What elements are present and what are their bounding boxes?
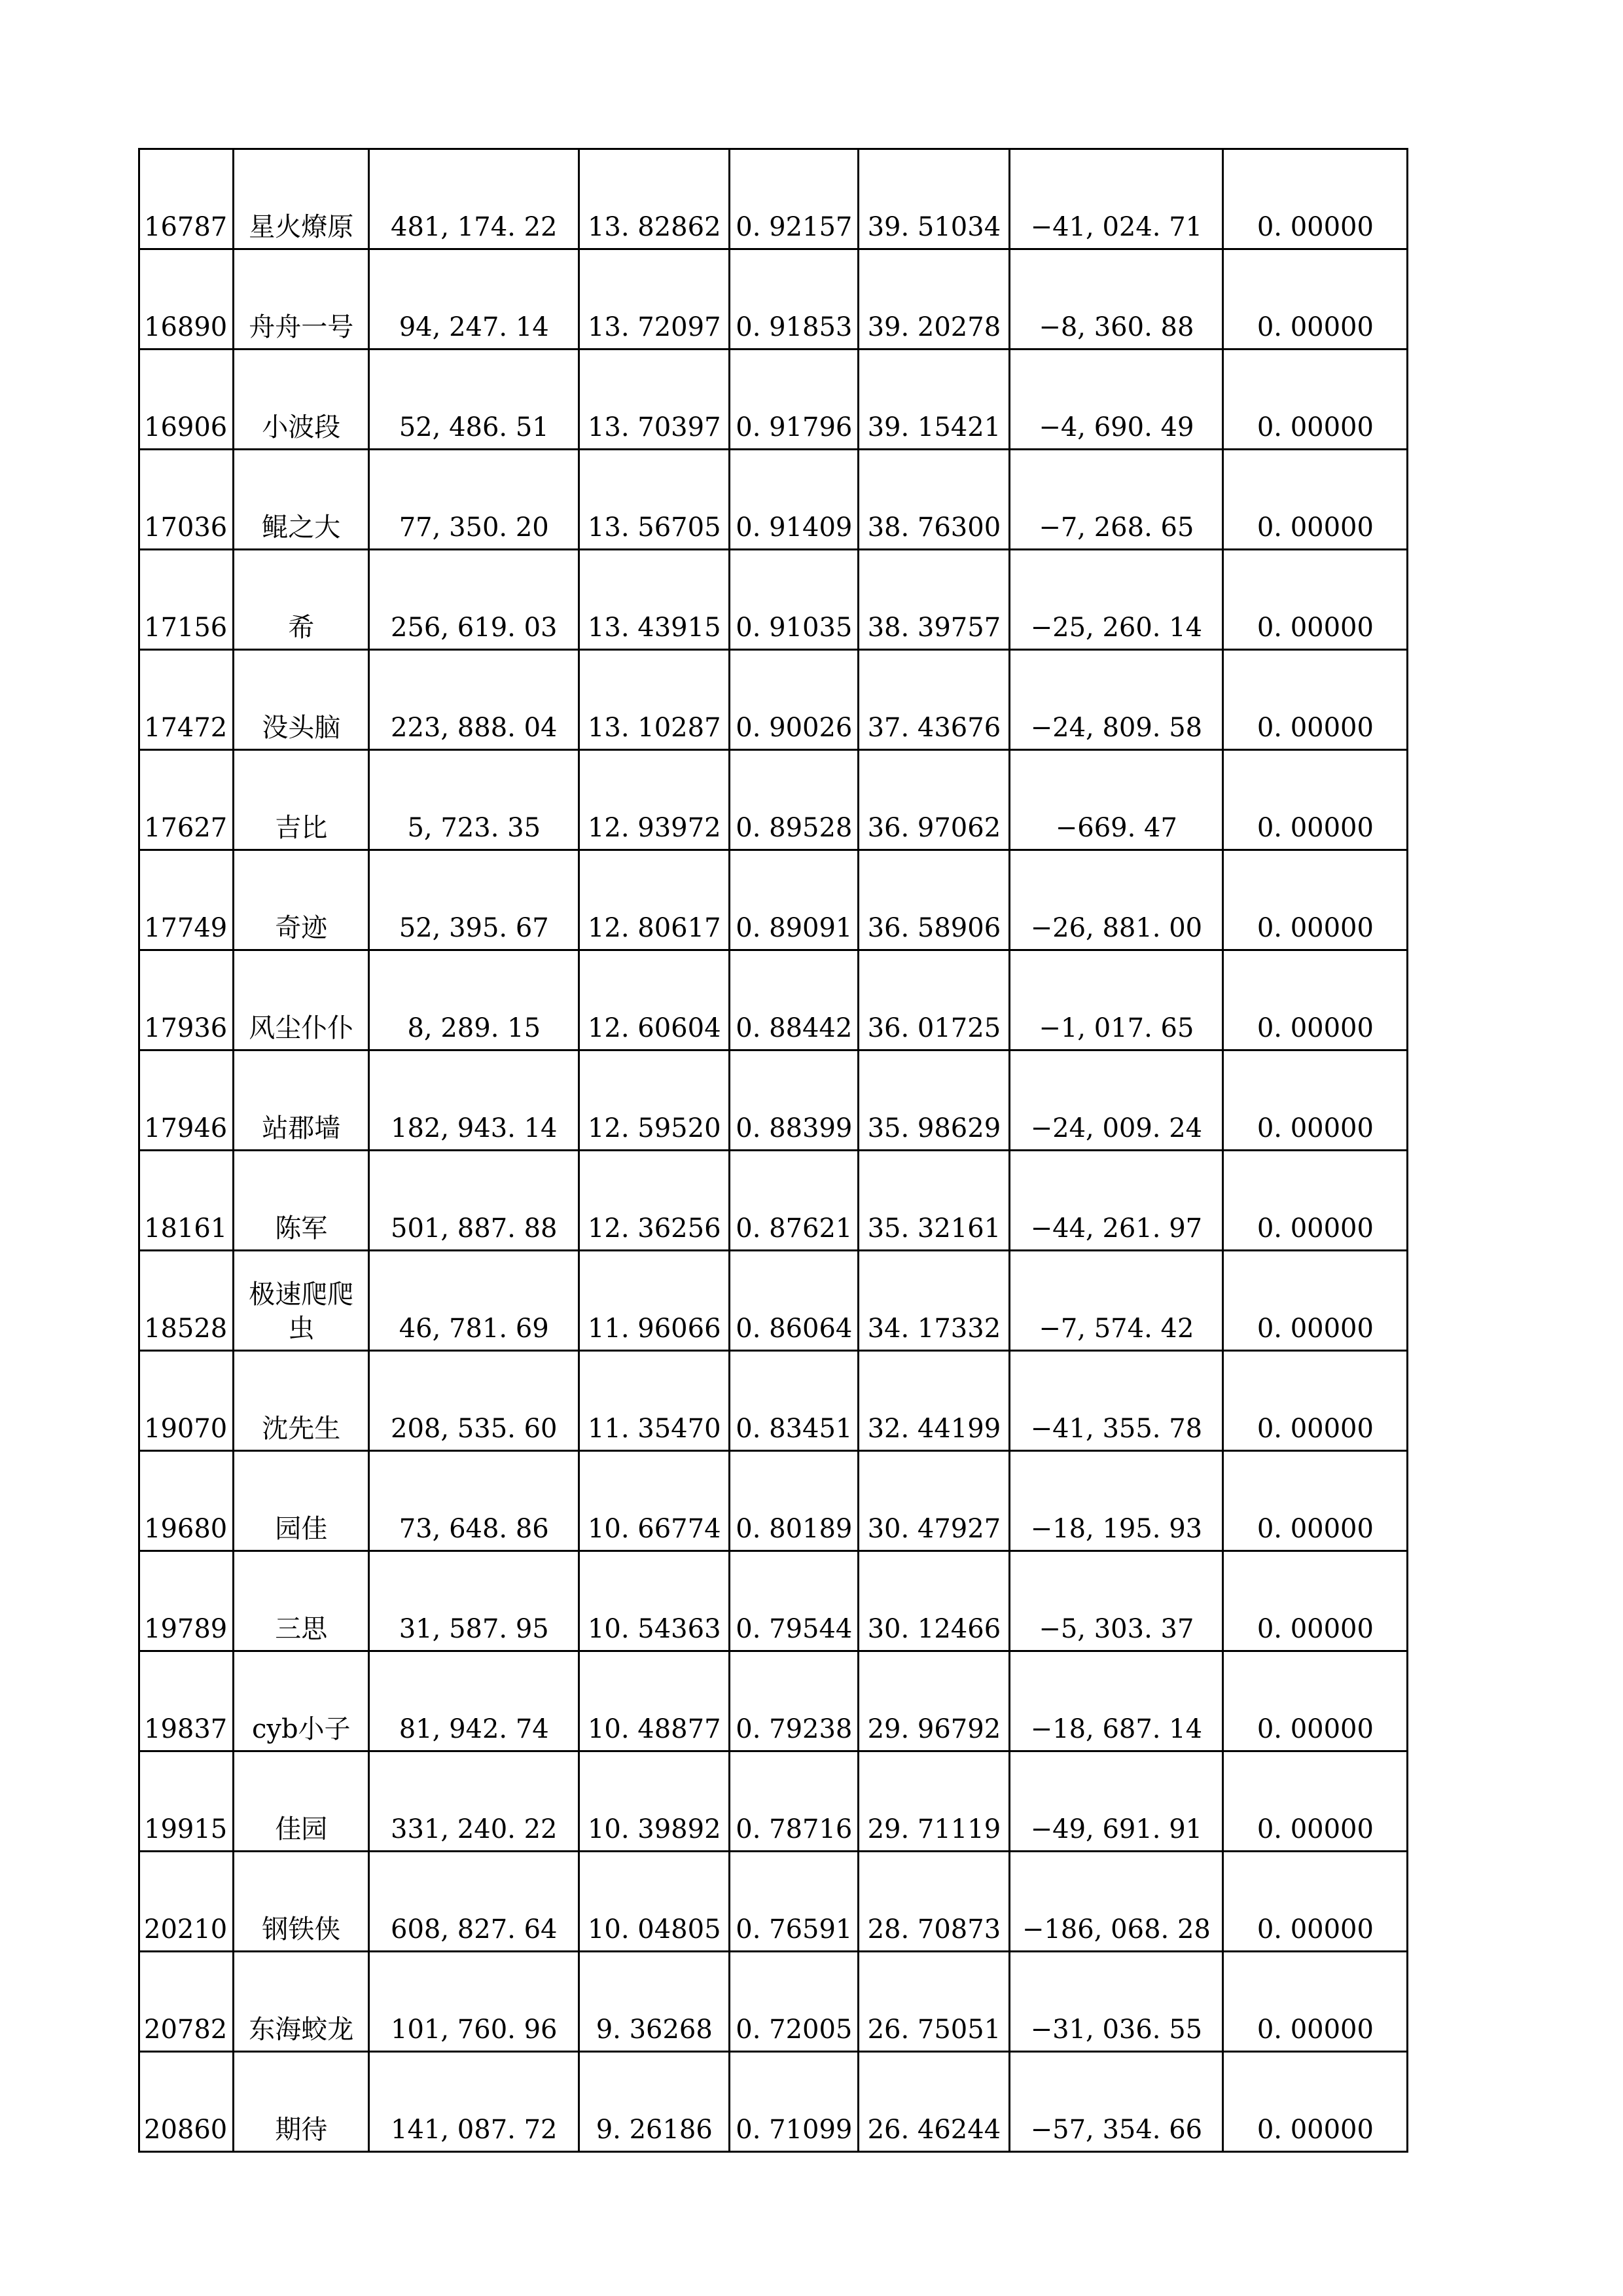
cell-value-2: 0. 88442 <box>730 950 859 1050</box>
cell-value-1: 13. 82862 <box>579 149 730 249</box>
cell-amount: 77, 350. 20 <box>369 450 579 550</box>
cell-value-3: 32. 44199 <box>859 1351 1010 1451</box>
cell-value-3: 38. 39757 <box>859 550 1010 650</box>
cell-value-3: 35. 98629 <box>859 1050 1010 1151</box>
table-row <box>139 1251 1408 1351</box>
cell-name: 小波段 <box>234 350 369 450</box>
cell-value-1: 13. 10287 <box>579 650 730 750</box>
cell-amount: 256, 619. 03 <box>369 550 579 650</box>
cell-difference: −669. 47 <box>1010 750 1223 850</box>
cell-value-4: 0. 00000 <box>1223 450 1408 550</box>
table-row <box>139 1852 1408 1952</box>
cell-id: 18161 <box>139 1151 234 1251</box>
cell-value-2: 0. 92157 <box>730 149 859 249</box>
cell-value-2: 0. 79544 <box>730 1551 859 1651</box>
cell-difference: −44, 261. 97 <box>1010 1151 1223 1251</box>
cell-value-4: 0. 00000 <box>1223 550 1408 650</box>
cell-value-1: 10. 39892 <box>579 1751 730 1852</box>
cell-difference: −4, 690. 49 <box>1010 350 1223 450</box>
cell-value-2: 0. 91035 <box>730 550 859 650</box>
cell-name: 风尘仆仆 <box>234 950 369 1050</box>
cell-difference: −24, 809. 58 <box>1010 650 1223 750</box>
cell-name: 三思 <box>234 1551 369 1651</box>
cell-value-4: 0. 00000 <box>1223 249 1408 350</box>
cell-id: 20860 <box>139 2052 234 2152</box>
cell-value-1: 12. 59520 <box>579 1050 730 1151</box>
cell-id: 18528 <box>139 1251 234 1351</box>
cell-value-3: 29. 96792 <box>859 1651 1010 1751</box>
cell-value-1: 10. 04805 <box>579 1852 730 1952</box>
table-row <box>139 450 1408 550</box>
cell-value-1: 9. 36268 <box>579 1952 730 2052</box>
cell-id: 19837 <box>139 1651 234 1751</box>
cell-difference: −186, 068. 28 <box>1010 1852 1223 1952</box>
cell-id: 20210 <box>139 1852 234 1952</box>
table-row <box>139 850 1408 950</box>
cell-value-2: 0. 72005 <box>730 1952 859 2052</box>
cell-amount: 481, 174. 22 <box>369 149 579 249</box>
cell-difference: −18, 687. 14 <box>1010 1651 1223 1751</box>
cell-name: 佳园 <box>234 1751 369 1852</box>
cell-difference: −41, 024. 71 <box>1010 149 1223 249</box>
cell-value-3: 39. 51034 <box>859 149 1010 249</box>
cell-name: 园佳 <box>234 1451 369 1551</box>
cell-value-4: 0. 00000 <box>1223 1050 1408 1151</box>
cell-amount: 101, 760. 96 <box>369 1952 579 2052</box>
cell-name: 鲲之大 <box>234 450 369 550</box>
cell-id: 20782 <box>139 1952 234 2052</box>
cell-value-4: 0. 00000 <box>1223 1952 1408 2052</box>
table-row <box>139 650 1408 750</box>
cell-value-2: 0. 91796 <box>730 350 859 450</box>
cell-value-2: 0. 80189 <box>730 1451 859 1551</box>
cell-amount: 501, 887. 88 <box>369 1151 579 1251</box>
cell-difference: −26, 881. 00 <box>1010 850 1223 950</box>
cell-value-1: 13. 43915 <box>579 550 730 650</box>
cell-value-3: 36. 58906 <box>859 850 1010 950</box>
table-row <box>139 1050 1408 1151</box>
cell-value-1: 10. 54363 <box>579 1551 730 1651</box>
cell-difference: −5, 303. 37 <box>1010 1551 1223 1651</box>
cell-value-4: 0. 00000 <box>1223 1651 1408 1751</box>
cell-value-4: 0. 00000 <box>1223 650 1408 750</box>
cell-value-3: 36. 97062 <box>859 750 1010 850</box>
cell-amount: 141, 087. 72 <box>369 2052 579 2152</box>
cell-amount: 182, 943. 14 <box>369 1050 579 1151</box>
cell-value-1: 10. 48877 <box>579 1651 730 1751</box>
cell-difference: −18, 195. 93 <box>1010 1451 1223 1551</box>
cell-id: 17036 <box>139 450 234 550</box>
cell-amount: 5, 723. 35 <box>369 750 579 850</box>
table-row <box>139 1151 1408 1251</box>
cell-value-3: 34. 17332 <box>859 1251 1010 1351</box>
cell-name: 没头脑 <box>234 650 369 750</box>
table-row <box>139 1351 1408 1451</box>
cell-id: 19680 <box>139 1451 234 1551</box>
cell-id: 19070 <box>139 1351 234 1451</box>
cell-value-4: 0. 00000 <box>1223 350 1408 450</box>
cell-name: 吉比 <box>234 750 369 850</box>
cell-value-1: 11. 35470 <box>579 1351 730 1451</box>
cell-value-4: 0. 00000 <box>1223 850 1408 950</box>
cell-value-1: 12. 80617 <box>579 850 730 950</box>
cell-difference: −41, 355. 78 <box>1010 1351 1223 1451</box>
cell-amount: 94, 247. 14 <box>369 249 579 350</box>
cell-amount: 8, 289. 15 <box>369 950 579 1050</box>
cell-name: 奇迹 <box>234 850 369 950</box>
cell-value-4: 0. 00000 <box>1223 2052 1408 2152</box>
cell-value-1: 9. 26186 <box>579 2052 730 2152</box>
cell-value-4: 0. 00000 <box>1223 1351 1408 1451</box>
cell-difference: −49, 691. 91 <box>1010 1751 1223 1852</box>
cell-value-4: 0. 00000 <box>1223 750 1408 850</box>
cell-id: 17936 <box>139 950 234 1050</box>
table-row <box>139 2052 1408 2152</box>
cell-value-2: 0. 78716 <box>730 1751 859 1852</box>
table-row <box>139 1651 1408 1751</box>
cell-value-1: 10. 66774 <box>579 1451 730 1551</box>
cell-value-3: 36. 01725 <box>859 950 1010 1050</box>
cell-name: 钢铁侠 <box>234 1852 369 1952</box>
cell-value-4: 0. 00000 <box>1223 1251 1408 1351</box>
cell-id: 19915 <box>139 1751 234 1852</box>
cell-difference: −31, 036. 55 <box>1010 1952 1223 2052</box>
cell-amount: 608, 827. 64 <box>369 1852 579 1952</box>
table-row <box>139 1952 1408 2052</box>
cell-value-4: 0. 00000 <box>1223 149 1408 249</box>
cell-name: 东海蛟龙 <box>234 1952 369 2052</box>
cell-amount: 208, 535. 60 <box>369 1351 579 1451</box>
cell-value-2: 0. 87621 <box>730 1151 859 1251</box>
cell-name: 站郡墙 <box>234 1050 369 1151</box>
table-row <box>139 750 1408 850</box>
cell-difference: −1, 017. 65 <box>1010 950 1223 1050</box>
cell-id: 19789 <box>139 1551 234 1651</box>
cell-id: 17749 <box>139 850 234 950</box>
cell-value-1: 13. 72097 <box>579 249 730 350</box>
cell-amount: 223, 888. 04 <box>369 650 579 750</box>
cell-value-3: 37. 43676 <box>859 650 1010 750</box>
cell-name: 希 <box>234 550 369 650</box>
cell-value-2: 0. 91853 <box>730 249 859 350</box>
cell-value-3: 28. 70873 <box>859 1852 1010 1952</box>
cell-value-4: 0. 00000 <box>1223 1151 1408 1251</box>
data-table <box>138 148 1408 2153</box>
cell-amount: 52, 395. 67 <box>369 850 579 950</box>
table-row <box>139 950 1408 1050</box>
cell-name: 期待 <box>234 2052 369 2152</box>
cell-difference: −57, 354. 66 <box>1010 2052 1223 2152</box>
cell-value-4: 0. 00000 <box>1223 1751 1408 1852</box>
cell-difference: −25, 260. 14 <box>1010 550 1223 650</box>
cell-value-3: 35. 32161 <box>859 1151 1010 1251</box>
cell-value-2: 0. 89528 <box>730 750 859 850</box>
cell-value-4: 0. 00000 <box>1223 1551 1408 1651</box>
cell-value-2: 0. 79238 <box>730 1651 859 1751</box>
cell-value-1: 12. 36256 <box>579 1151 730 1251</box>
cell-value-2: 0. 71099 <box>730 2052 859 2152</box>
cell-value-2: 0. 86064 <box>730 1251 859 1351</box>
table-row <box>139 149 1408 249</box>
cell-value-3: 30. 12466 <box>859 1551 1010 1651</box>
cell-id: 17946 <box>139 1050 234 1151</box>
cell-value-2: 0. 88399 <box>730 1050 859 1151</box>
cell-id: 16906 <box>139 350 234 450</box>
cell-difference: −24, 009. 24 <box>1010 1050 1223 1151</box>
cell-amount: 81, 942. 74 <box>369 1651 579 1751</box>
table-row <box>139 550 1408 650</box>
cell-value-3: 26. 75051 <box>859 1952 1010 2052</box>
cell-id: 16890 <box>139 249 234 350</box>
table-body <box>139 149 1408 2152</box>
cell-amount: 331, 240. 22 <box>369 1751 579 1852</box>
table-row <box>139 249 1408 350</box>
cell-name: 沈先生 <box>234 1351 369 1451</box>
cell-value-2: 0. 83451 <box>730 1351 859 1451</box>
table-row <box>139 1451 1408 1551</box>
cell-value-4: 0. 00000 <box>1223 950 1408 1050</box>
cell-value-2: 0. 89091 <box>730 850 859 950</box>
cell-id: 17156 <box>139 550 234 650</box>
cell-value-1: 11. 96066 <box>579 1251 730 1351</box>
cell-value-1: 13. 56705 <box>579 450 730 550</box>
cell-amount: 52, 486. 51 <box>369 350 579 450</box>
cell-id: 17472 <box>139 650 234 750</box>
cell-value-3: 38. 76300 <box>859 450 1010 550</box>
table-row <box>139 1551 1408 1651</box>
cell-name: cyb小子 <box>234 1651 369 1751</box>
cell-name: 极速爬爬虫 <box>234 1251 369 1351</box>
cell-value-4: 0. 00000 <box>1223 1852 1408 1952</box>
cell-value-3: 39. 15421 <box>859 350 1010 450</box>
cell-value-4: 0. 00000 <box>1223 1451 1408 1551</box>
cell-amount: 46, 781. 69 <box>369 1251 579 1351</box>
cell-value-2: 0. 91409 <box>730 450 859 550</box>
cell-value-2: 0. 90026 <box>730 650 859 750</box>
cell-name: 舟舟一号 <box>234 249 369 350</box>
cell-value-3: 30. 47927 <box>859 1451 1010 1551</box>
cell-id: 16787 <box>139 149 234 249</box>
cell-name: 星火燎原 <box>234 149 369 249</box>
table-row <box>139 1751 1408 1852</box>
cell-value-1: 13. 70397 <box>579 350 730 450</box>
cell-value-1: 12. 60604 <box>579 950 730 1050</box>
cell-value-3: 26. 46244 <box>859 2052 1010 2152</box>
cell-amount: 31, 587. 95 <box>369 1551 579 1651</box>
table-row <box>139 350 1408 450</box>
cell-difference: −7, 268. 65 <box>1010 450 1223 550</box>
cell-value-3: 39. 20278 <box>859 249 1010 350</box>
cell-name: 陈军 <box>234 1151 369 1251</box>
cell-value-1: 12. 93972 <box>579 750 730 850</box>
cell-difference: −7, 574. 42 <box>1010 1251 1223 1351</box>
cell-value-3: 29. 71119 <box>859 1751 1010 1852</box>
cell-difference: −8, 360. 88 <box>1010 249 1223 350</box>
cell-value-2: 0. 76591 <box>730 1852 859 1952</box>
cell-amount: 73, 648. 86 <box>369 1451 579 1551</box>
cell-id: 17627 <box>139 750 234 850</box>
